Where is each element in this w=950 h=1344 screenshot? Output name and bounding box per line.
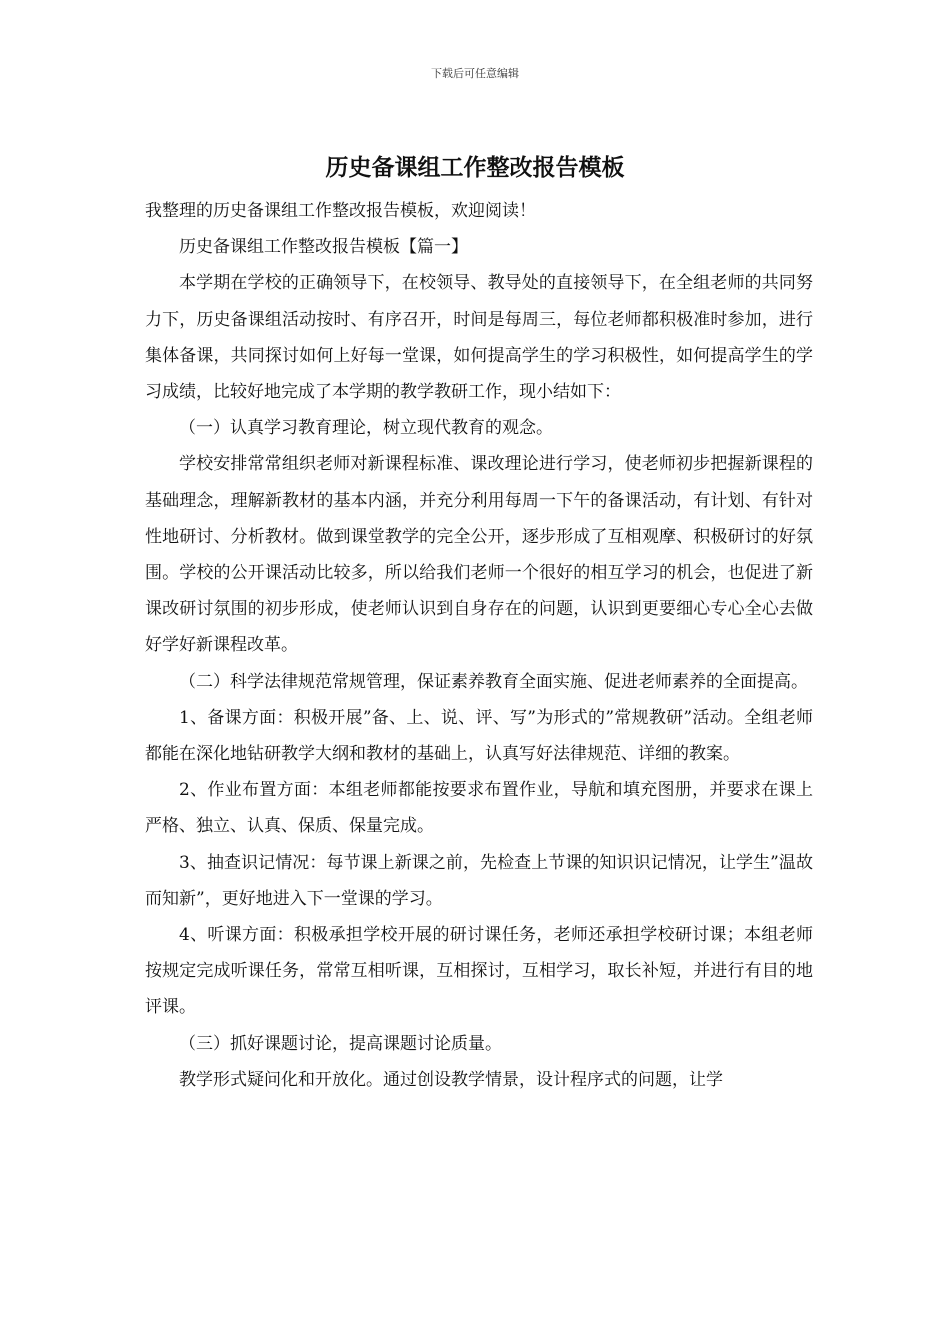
list-item-paragraph: 3、抽查识记情况：每节课上新课之前，先检查上节课的知识识记情况，让学生”温故而知新”，更好地进入下一堂课的学习。 [145,852,813,909]
intro-paragraph: 我整理的历史备课组工作整改报告模板，欢迎阅读！ [145,201,536,221]
list-item-paragraph: 2、作业布置方面：本组老师都能按要求布置作业，导航和填充图册，并要求在课上严格、独立、认真、保质、保量完成。 [145,780,813,837]
body-paragraph: 学校安排常常组织老师对新课程标准、课改理论进行学习，使老师初步把握新课程的基础理念，理解新教材的基本内涵，并充分利用每周一下午的备课活动，有计划、有针对性地研讨、分析教材。做到课堂教学的完全公开，逐步形成了互相观摩、积极研讨的好氛围。学校的公开课活动比较多，所以给我们老师一个很好的相互学习的机会，也促进了新课改研讨氛围的初步形成，使老师认识到自身存在的问题，认识到更要细心专心全心去做好学好新课程改革。 [145,454,813,656]
subsection-heading: （三）抓好课题讨论，提高课题讨论质量。 [179,1033,502,1054]
document-title: 历史备课组工作整改报告模板 [325,154,625,181]
subsection-heading: （二）科学法律规范常规管理，保证素养教育全面实施、促进老师素养的全面提高。 [179,671,808,692]
list-item-paragraph: 4、听课方面：积极承担学校开展的研讨课任务，老师还承担学校研讨课；本组老师按规定完成听课任务，常常互相听课，互相探讨，互相学习，取长补短，并进行有目的地评课。 [145,925,813,1018]
document-body [145,193,813,1098]
header-note: 下载后可任意编辑 [431,67,519,80]
subsection-heading: （一）认真学习教育理论，树立现代教育的观念。 [179,418,553,439]
list-item-paragraph: 1、备课方面：积极开展”备、上、说、评、写”为形式的”常规教研”活动。全组老师都能在深化地钻研教学大纲和教材的基础上，认真写好法律规范、详细的教案。 [145,707,813,765]
section-heading-part-one: 历史备课组工作整改报告模板【篇一】 [179,237,468,258]
body-paragraph: 本学期在学校的正确领导下，在校领导、教导处的直接领导下，在全组老师的共同努力下，历史备课组活动按时、有序召开，时间是每周三，每位老师都积极准时参加，进行集体备课，共同探讨如何上好每一堂课，如何提高学生的学习积极性，如何提高学生的学习成绩，比较好地完成了本学期的教学教研工作，现小结如下： [145,273,813,403]
body-paragraph: 教学形式疑问化和开放化。通过创设教学情景，设计程序式的问题，让学 [179,1069,723,1090]
